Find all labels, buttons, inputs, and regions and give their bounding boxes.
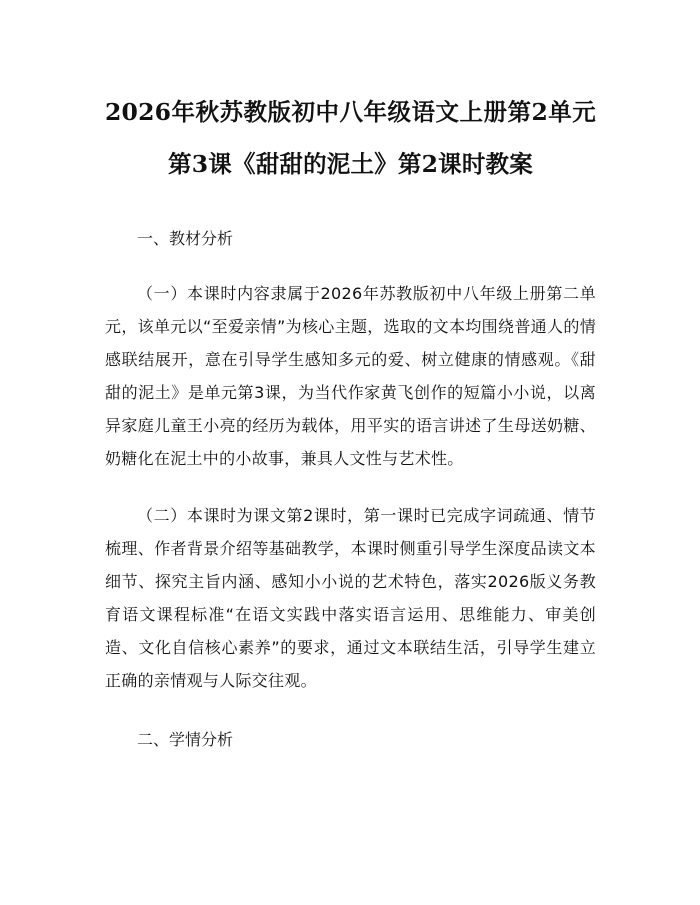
document-title: 2026年秋苏教版初中八年级语文上册第2单元第3课《甜甜的泥土》第2课时教案 [105,98,596,178]
section-heading-textbook-analysis: 一、教材分析 [137,229,234,248]
paragraph-lesson-focus: （二）本课时为课文第2课时，第一课时已完成字词疏通、情节梳理、作者背景介绍等基础教学，本课时侧重引导学生深度品读文本细节、探究主旨内涵、感知小小说的艺术特色，落实2026版义务教育语文课程标准“在语文实践中落实语言运用、思维能力、审美创造、文化自信核心素养”的要求，通过文本联结生活，引导学生建立正确的亲情观与人际交往观。 [105,506,596,690]
section-heading-student-analysis: 二、学情分析 [137,730,234,749]
paragraph-unit-content: （一）本课时内容隶属于2026年苏教版初中八年级上册第二单元，该单元以“至爱亲情”为核心主题，选取的文本均围绕普通人的情感联结展开，意在引导学生感知多元的爱、树立健康的情感观。《甜甜的泥土》是单元第3课，为当代作家黄飞创作的短篇小小说，以离异家庭儿童王小亮的经历为载体，用平实的语言讲述了生母送奶糖、奶糖化在泥土中的小故事，兼具人文性与艺术性。 [105,284,596,468]
